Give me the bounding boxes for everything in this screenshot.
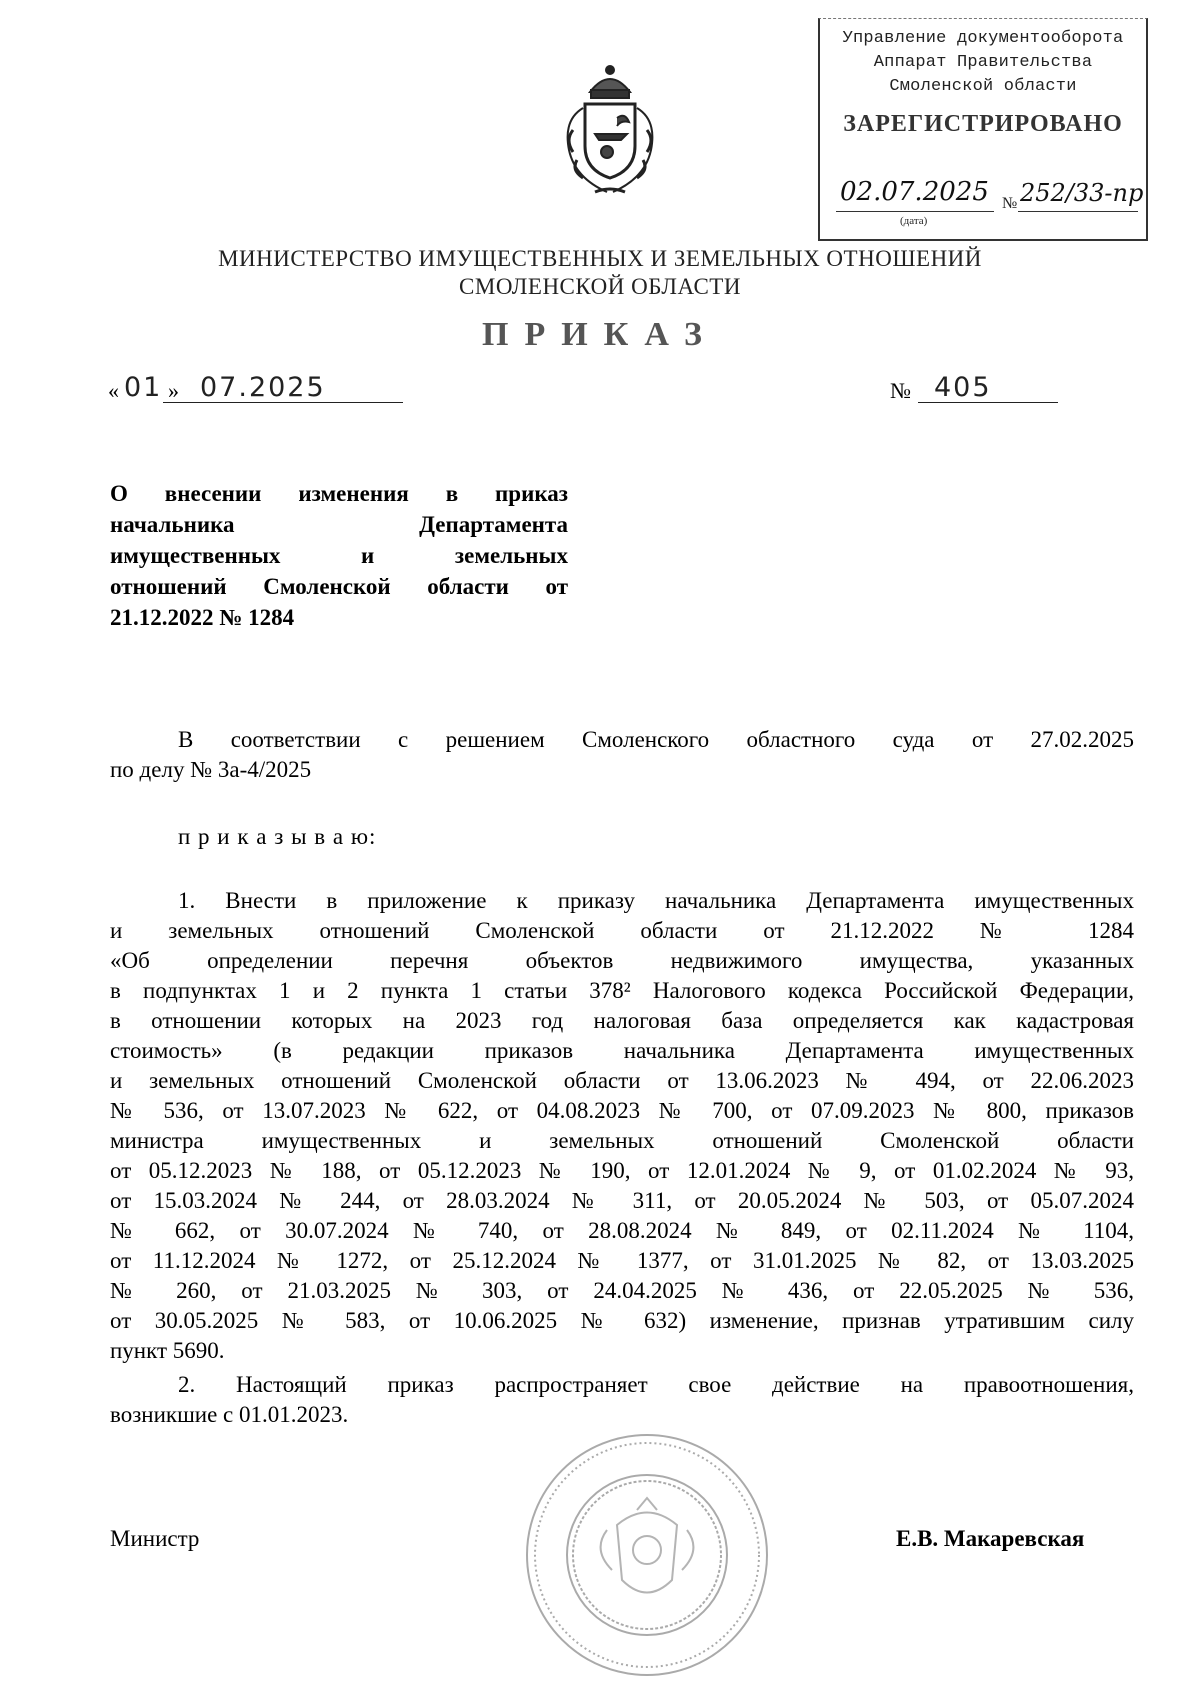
preamble bbox=[110, 725, 1134, 785]
item-1-line: в отношении которых на 2023 год налоговая база определяется как кадастровая bbox=[110, 1008, 1134, 1033]
item-1-line: № 662, от 30.07.2024 № 740, от 28.08.2024 № 849, от 02.11.2024 № 1104, bbox=[110, 1218, 1134, 1243]
item-2 bbox=[110, 1370, 1134, 1430]
official-seal-icon bbox=[522, 1430, 772, 1680]
item-1-line: стоимость» (в редакции приказов начальника Департамента имущественных bbox=[110, 1038, 1134, 1063]
ministry-name-line-1: МИНИСТЕРСТВО ИМУЩЕСТВЕННЫХ И ЗЕМЕЛЬНЫХ ОТНОШЕНИЙ bbox=[218, 246, 982, 271]
order-subject bbox=[110, 478, 568, 633]
item-1-line: № 260, от 21.03.2025 № 303, от 24.04.2025 № 436, от 22.05.2025 № 536, bbox=[110, 1278, 1134, 1303]
item-1-line: от 05.12.2023 № 188, от 05.12.2023 № 190, от 12.01.2024 № 9, от 01.02.2024 № 93, bbox=[110, 1158, 1134, 1183]
item-1-line: от 11.12.2024 № 1272, от 25.12.2024 № 1377, от 31.01.2025 № 82, от 13.03.2025 bbox=[110, 1248, 1134, 1273]
stamp-reg-number: 252/33-пр bbox=[1020, 179, 1144, 207]
registration-stamp bbox=[818, 18, 1148, 241]
subject-line: 21.12.2022 № 1284 bbox=[110, 605, 295, 630]
order-word: п р и к а з ы в а ю: bbox=[178, 824, 377, 849]
signatory-name: Е.В. Макаревская bbox=[896, 1526, 1085, 1551]
stamp-line-3: Смоленской области bbox=[889, 77, 1077, 96]
date-month-year: 07.2025 bbox=[200, 372, 326, 403]
number-sign: № bbox=[890, 378, 911, 403]
item-1-line: в подпунктах 1 и 2 пункта 1 статьи 378² Налогового кодекса Российской Федерации, bbox=[110, 978, 1134, 1003]
item-2-line: возникшие с 01.01.2023. bbox=[110, 1402, 349, 1427]
item-1-line: пункт 5690. bbox=[110, 1338, 225, 1363]
date-open-quote: « bbox=[108, 378, 119, 403]
coat-of-arms-icon bbox=[555, 60, 665, 200]
number-underline bbox=[918, 402, 1058, 403]
preamble-line: В соответствии с решением Смоленского областного суда от 27.02.2025 bbox=[178, 727, 1134, 752]
stamp-date-caption: (дата) bbox=[900, 215, 928, 227]
date-day: 01 bbox=[124, 372, 163, 403]
subject-line: начальника Департамента bbox=[110, 512, 568, 537]
stamp-number-underline bbox=[1018, 211, 1138, 212]
stamp-line-2: Аппарат Правительства bbox=[873, 53, 1093, 72]
item-1-line: и земельных отношений Смоленской области от 13.06.2023 № 494, от 22.06.2023 bbox=[110, 1068, 1134, 1093]
item-1-line: от 30.05.2025 № 583, от 10.06.2025 № 632) изменение, признав утратившим силу bbox=[110, 1308, 1134, 1333]
date-close-quote: » bbox=[168, 378, 179, 403]
stamp-line-1: Управление документооборота bbox=[842, 29, 1124, 48]
subject-line: отношений Смоленской области от bbox=[110, 574, 568, 599]
item-1-line: и земельных отношений Смоленской области от 21.12.2022 № 1284 bbox=[110, 918, 1134, 943]
stamp-registered: ЗАРЕГИСТРИРОВАНО bbox=[843, 111, 1123, 137]
item-1 bbox=[110, 886, 1134, 1366]
item-1-line: № 536, от 13.07.2023 № 622, от 04.08.2023 № 700, от 07.09.2023 № 800, приказов bbox=[110, 1098, 1134, 1123]
subject-line: О внесении изменения в приказ bbox=[110, 481, 568, 506]
stamp-reg-date: 02.07.2025 bbox=[840, 177, 989, 207]
preamble-line: по делу № 3а-4/2025 bbox=[110, 757, 312, 782]
order-number bbox=[890, 372, 1070, 408]
stamp-date-underline bbox=[836, 211, 994, 212]
ministry-name-line-2: СМОЛЕНСКОЙ ОБЛАСТИ bbox=[459, 274, 741, 299]
stamp-num-sign: № bbox=[1002, 195, 1018, 212]
subject-line: имущественных и земельных bbox=[110, 543, 568, 568]
item-1-line: 1. Внести в приложение к приказу начальника Департамента имущественных bbox=[178, 888, 1134, 913]
item-2-line: 2. Настоящий приказ распространяет свое действие на правоотношения, bbox=[178, 1372, 1134, 1397]
document-type: ПРИКАЗ bbox=[482, 316, 718, 353]
order-date bbox=[108, 372, 408, 408]
item-1-line: от 15.03.2024 № 244, от 28.03.2024 № 311, от 20.05.2024 № 503, от 05.07.2024 bbox=[110, 1188, 1134, 1213]
item-1-line: «Об определении перечня объектов недвижимого имущества, указанных bbox=[110, 948, 1134, 973]
number-value: 405 bbox=[934, 372, 992, 403]
item-1-line: министра имущественных и земельных отношений Смоленской области bbox=[110, 1128, 1134, 1153]
date-underline bbox=[163, 402, 403, 403]
signatory-title: Министр bbox=[110, 1526, 200, 1551]
